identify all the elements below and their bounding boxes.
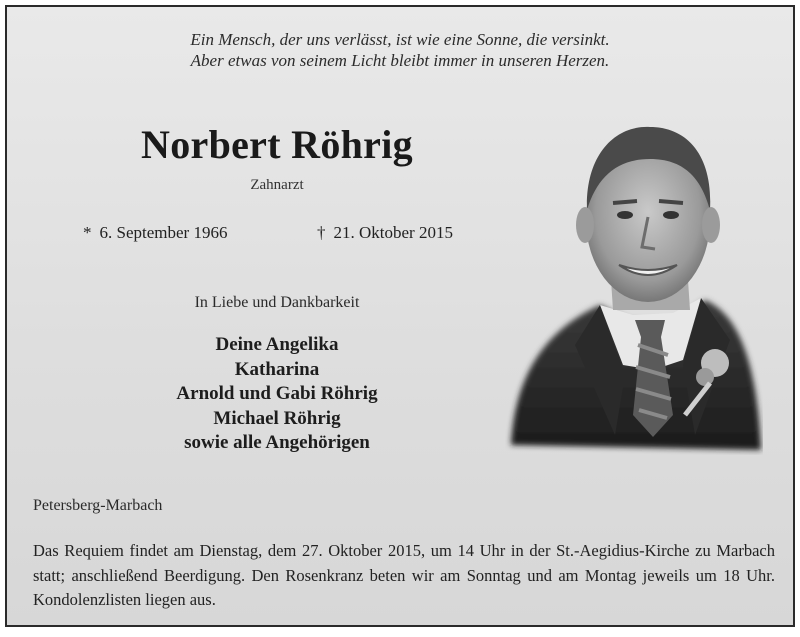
deceased-name: Norbert Röhrig [141,122,413,167]
funeral-service-text: Das Requiem findet am Dienstag, dem 27. Oktober 2015, um 14 Uhr in der St.-Aegidius-Kirche zu Marbach statt; anschließend Beerdigung. Den Rosenkranz beten wir am Sonntag und am Montag jeweils um 18 Uhr. Kondolenzlisten liegen aus. [33,541,775,609]
mourners-intro: In Liebe und Dankbarkeit [194,294,360,311]
death-date-group [317,223,453,243]
mourner-name: Deine Angelika [215,334,339,355]
portrait-photo [505,115,763,455]
mourner-name: sowie alle Angehörigen [184,432,370,453]
death-cross-icon: † [317,223,326,242]
quote-line-1: Ein Mensch, der uns verlässt, ist wie eine Sonne, die versinkt. [190,30,610,49]
mourner-name: Katharina [234,358,320,380]
quote-line-2: Aber etwas von seinem Licht bleibt immer in unseren Herzen. [190,51,610,70]
death-date: 21. Oktober 2015 [333,223,453,242]
birth-date-group [83,223,227,243]
mourner-name: Arnold und Gabi Röhrig [176,383,378,404]
location: Petersberg-Marbach [33,497,163,514]
memorial-quote [7,29,793,71]
mourner-name: Michael Röhrig [213,407,341,429]
birth-star-icon: * [83,223,92,242]
mourners-list [97,333,457,456]
deceased-profession: Zahnarzt [250,177,304,193]
obituary-notice [5,5,795,627]
birth-date: 6. September 1966 [99,223,228,242]
